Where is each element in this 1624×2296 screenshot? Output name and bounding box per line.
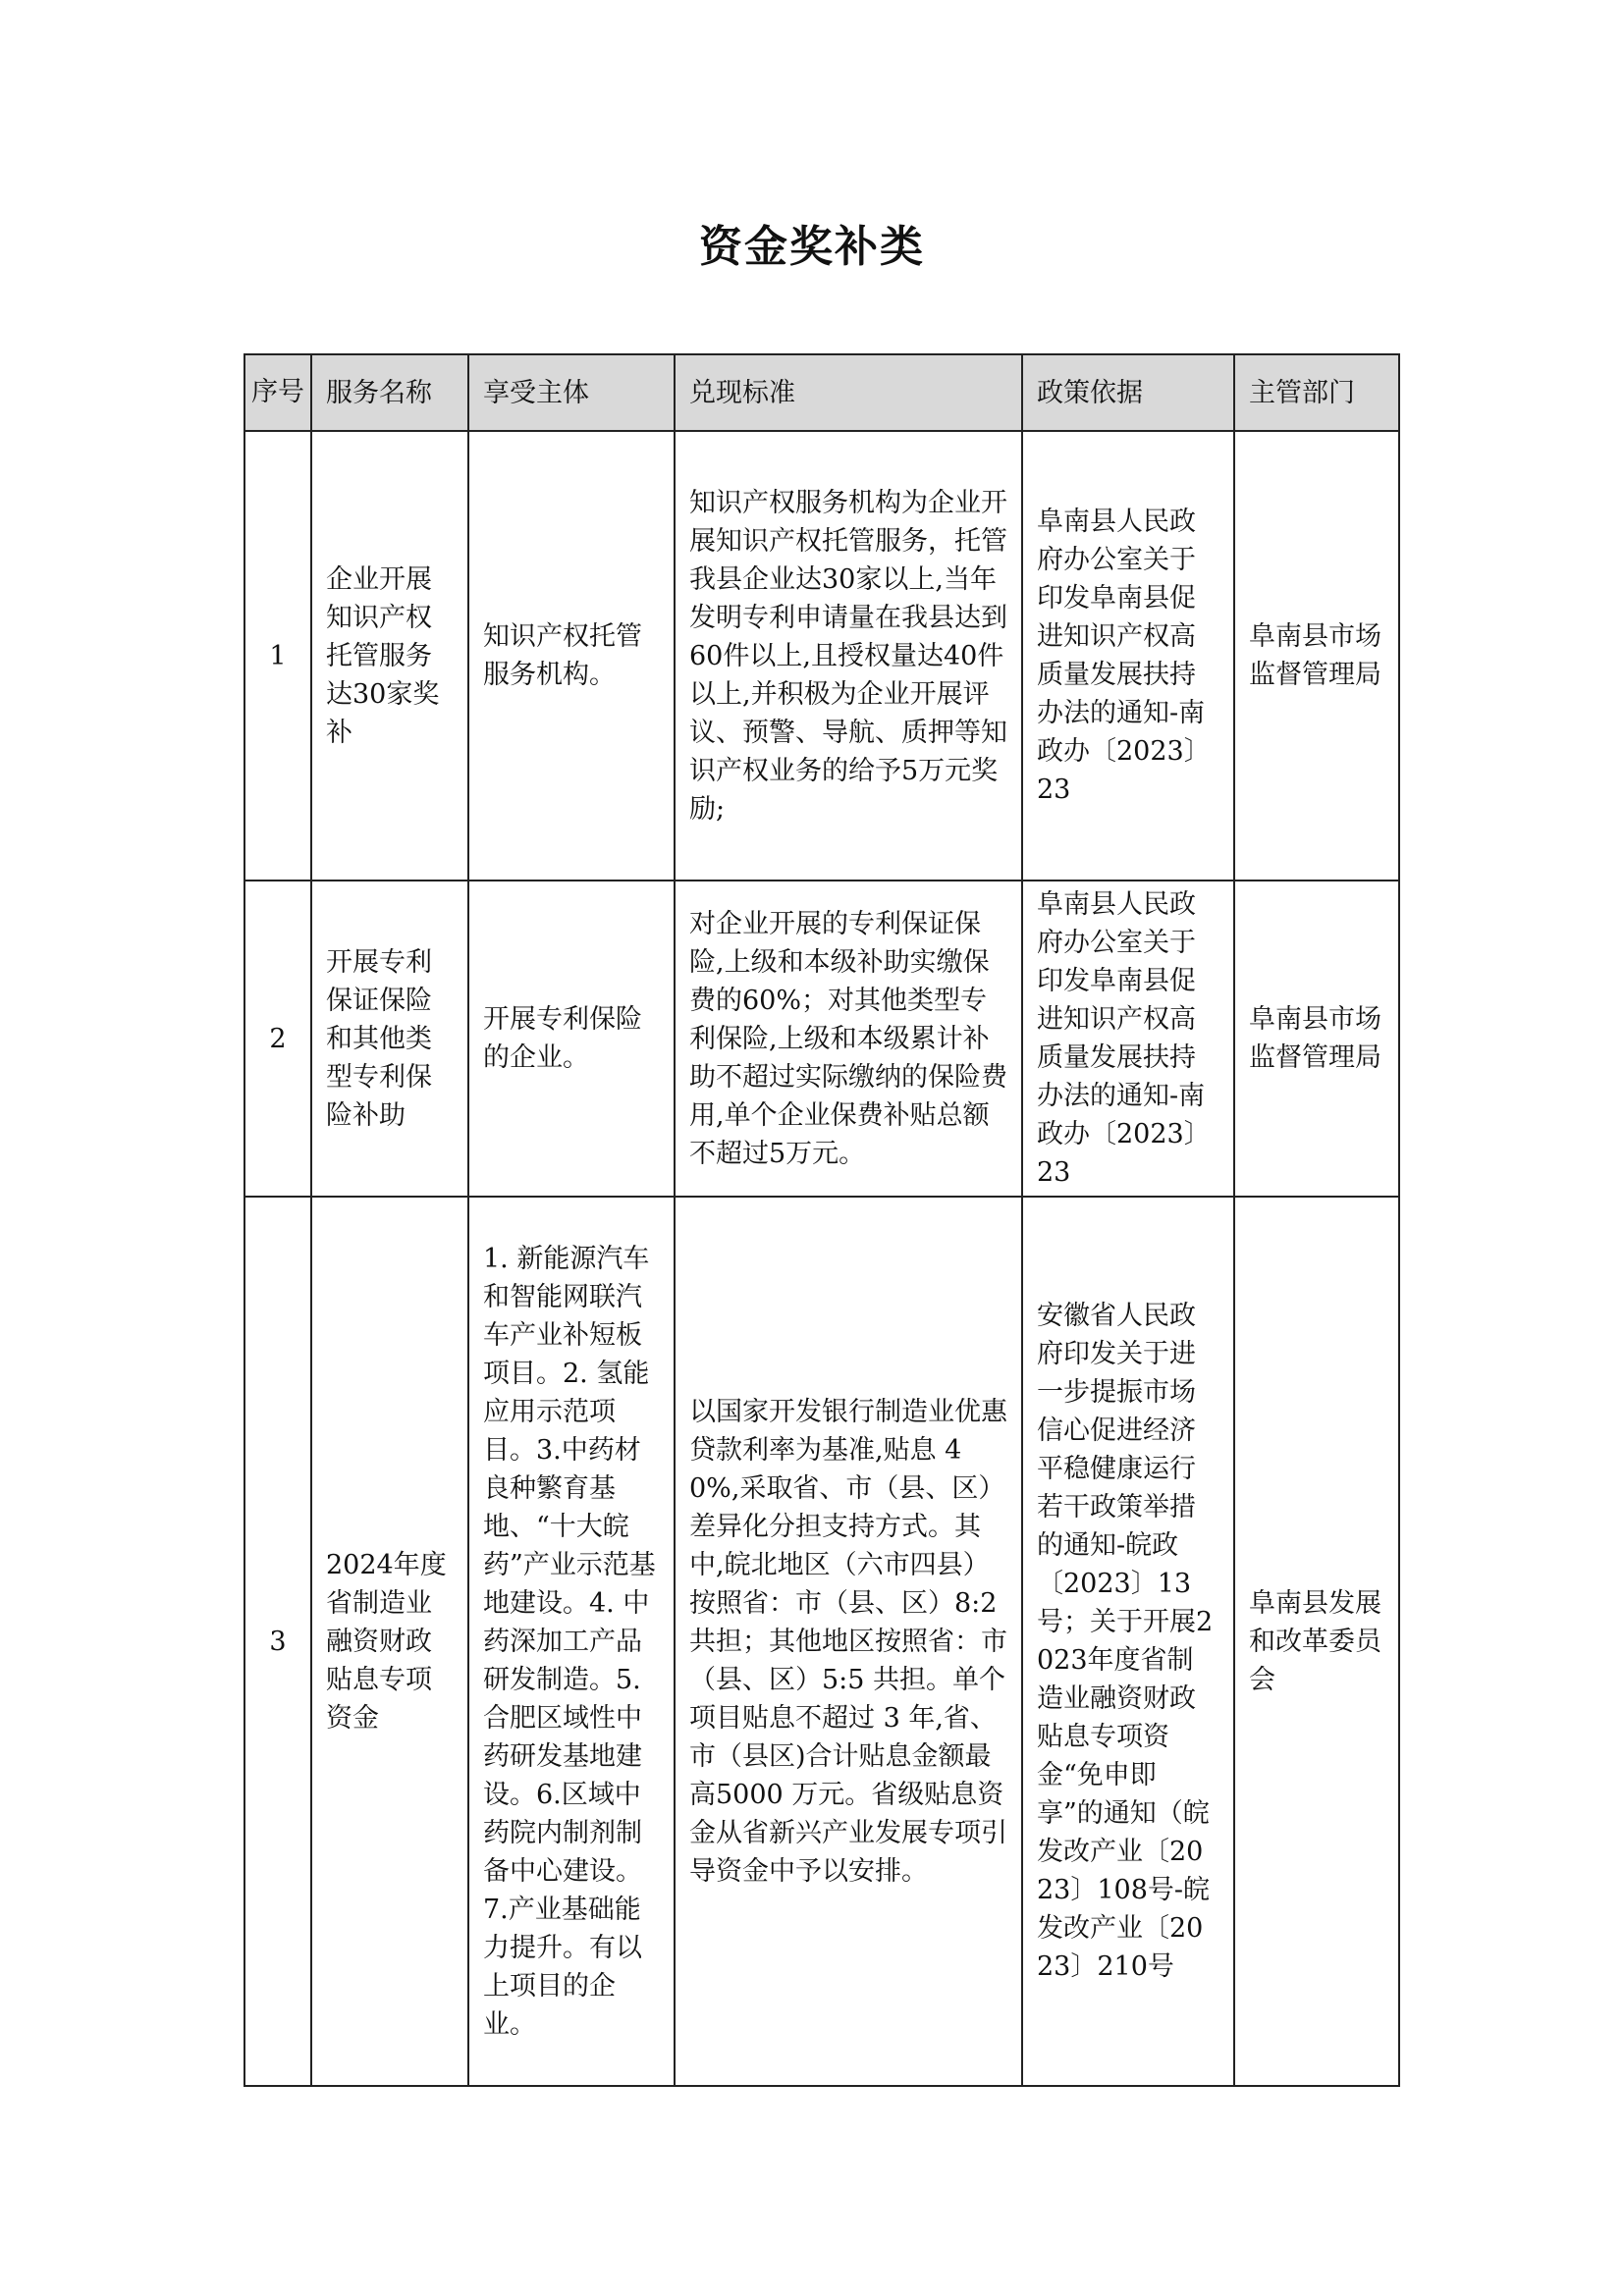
row-seq: 2 — [244, 881, 311, 1197]
row-subject: 开展专利保险的企业。 — [468, 881, 675, 1197]
row-policy-basis: 阜南县人民政府办公室关于印发阜南县促进知识产权高质量发展扶持办法的通知-南政办〔2023〕23 — [1022, 431, 1234, 881]
row-standard: 以国家开发银行制造业优惠贷款利率为基准,贴息 40%,采取省、市（县、区）差异化分担支持方式。其中,皖北地区（六市四县）按照省：市（县、区）8:2 共担；其他地区按照省：市（县、区）5:5 共担。单个项目贴息不超过 3 年,省、市（县区)合计贴息金额最高5000 万元。省级贴息资金从省新兴产业发展专项引导资金中予以安排。 — [675, 1197, 1022, 2086]
header-department: 主管部门 — [1234, 354, 1399, 431]
row-department: 阜南县发展和改革委员会 — [1234, 1197, 1399, 2086]
row-subject: 知识产权托管服务机构。 — [468, 431, 675, 881]
row-policy-basis: 阜南县人民政府办公室关于印发阜南县促进知识产权高质量发展扶持办法的通知-南政办〔2023〕23 — [1022, 881, 1234, 1197]
row-service-name: 开展专利保证保险和其他类型专利保险补助 — [311, 881, 468, 1197]
table-header-row — [244, 354, 1399, 431]
table-row — [244, 881, 1399, 1197]
header-policy-basis: 政策依据 — [1022, 354, 1234, 431]
row-standard: 对企业开展的专利保证保险,上级和本级补助实缴保费的60%；对其他类型专利保险,上级和本级累计补助不超过实际缴纳的保险费用,单个企业保费补贴总额不超过5万元。 — [675, 881, 1022, 1197]
row-service-name: 2024年度省制造业融资财政贴息专项资金 — [311, 1197, 468, 2086]
row-service-name: 企业开展知识产权托管服务达30家奖补 — [311, 431, 468, 881]
header-standard: 兑现标准 — [675, 354, 1022, 431]
page-title: 资金奖补类 — [699, 222, 925, 272]
table-row — [244, 1197, 1399, 2086]
table-row — [244, 431, 1399, 881]
row-policy-basis: 安徽省人民政府印发关于进一步提振市场信心促进经济平稳健康运行若干政策举措的通知-皖政〔2023〕13号；关于开展2023年度省制造业融资财政贴息专项资金“免申即享”的通知（皖发改产业〔2023〕108号-皖发改产业〔2023〕210号 — [1022, 1197, 1234, 2086]
row-seq: 1 — [244, 431, 311, 881]
row-department: 阜南县市场监督管理局 — [1234, 431, 1399, 881]
row-department: 阜南县市场监督管理局 — [1234, 881, 1399, 1197]
row-seq: 3 — [244, 1197, 311, 2086]
header-service-name: 服务名称 — [311, 354, 468, 431]
row-standard: 知识产权服务机构为企业开展知识产权托管服务，托管我县企业达30家以上,当年发明专利申请量在我县达到60件以上,且授权量达40件以上,并积极为企业开展评议、预警、导航、质押等知识产权业务的给予5万元奖励; — [675, 431, 1022, 881]
header-subject: 享受主体 — [468, 354, 675, 431]
policy-table — [244, 353, 1400, 2087]
header-seq: 序号 — [244, 354, 311, 431]
row-subject: 1. 新能源汽车和智能网联汽车产业补短板项目。2. 氢能应用示范项目。3.中药材良种繁育基地、“十大皖药”产业示范基地建设。4. 中药深加工产品研发制造。5. 合肥区域性中药研发基地建设。6.区域中药院内制剂制备中心建设。7.产业基础能力提升。有以上项目的企业。 — [468, 1197, 675, 2086]
